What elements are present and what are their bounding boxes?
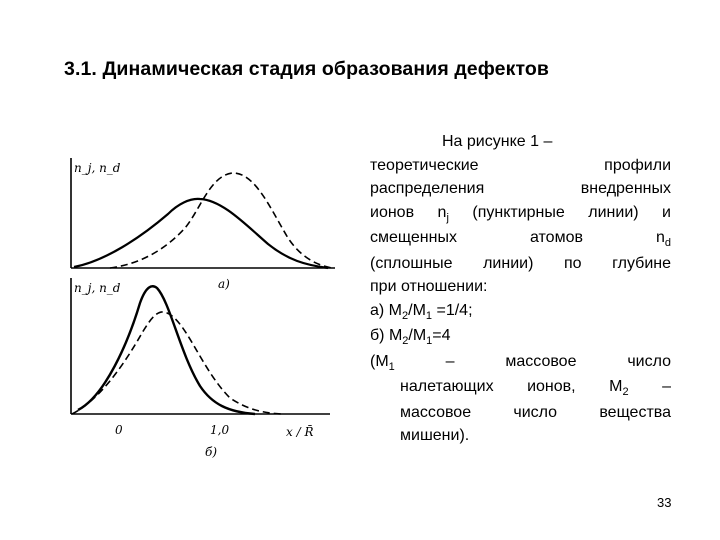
- top-dashed-curve: [110, 173, 332, 268]
- bottom-y-label: n_j, n_d: [74, 281, 121, 295]
- text-line-2: теоретические профили: [370, 156, 671, 174]
- description-text: [370, 130, 671, 448]
- text-line-1: На рисунке 1 –: [442, 133, 553, 150]
- tick-label-one: 1,0: [210, 423, 230, 437]
- profiles-figure: [60, 128, 360, 468]
- text-line-4: ионов $n_j$ (пунктирные линии) и: [370, 203, 671, 224]
- text-line-12: массовое число вещества: [400, 403, 671, 421]
- bottom-dashed-curve: [72, 312, 282, 414]
- top-panel: [71, 158, 335, 291]
- x-axis-label: x / R̄: [286, 425, 314, 439]
- top-solid-curve: [74, 199, 328, 268]
- top-panel-label: a): [218, 277, 230, 291]
- slide-title: 3.1. Динамическая стадия образования дефектов: [64, 58, 549, 80]
- profiles-svg: [60, 128, 360, 468]
- text-line-9: б) $M_2/M_1=4$: [370, 327, 451, 347]
- page-number: 33: [657, 495, 672, 510]
- tick-label-zero: 0: [115, 423, 123, 437]
- text-line-13: мишени).: [400, 427, 470, 444]
- text-line-6: (сплошные линии) по глубине: [370, 254, 671, 272]
- bottom-solid-curve: [78, 286, 255, 414]
- text-line-7: при отношении:: [370, 278, 488, 295]
- text-line-8: а) $M_2/M_1 =1/4$;: [370, 301, 473, 322]
- top-y-label: n_j, n_d: [74, 161, 121, 175]
- bottom-panel: [71, 278, 330, 459]
- text-line-10: ($M_1$ – массовое число: [370, 352, 671, 373]
- text-line-11: налетающих ионов, $M_2$ –: [400, 378, 672, 398]
- text-line-5: смещенных атомов $n_d$: [370, 229, 671, 249]
- bottom-panel-label: б): [205, 445, 218, 459]
- text-line-3: распределения внедренных: [370, 180, 671, 197]
